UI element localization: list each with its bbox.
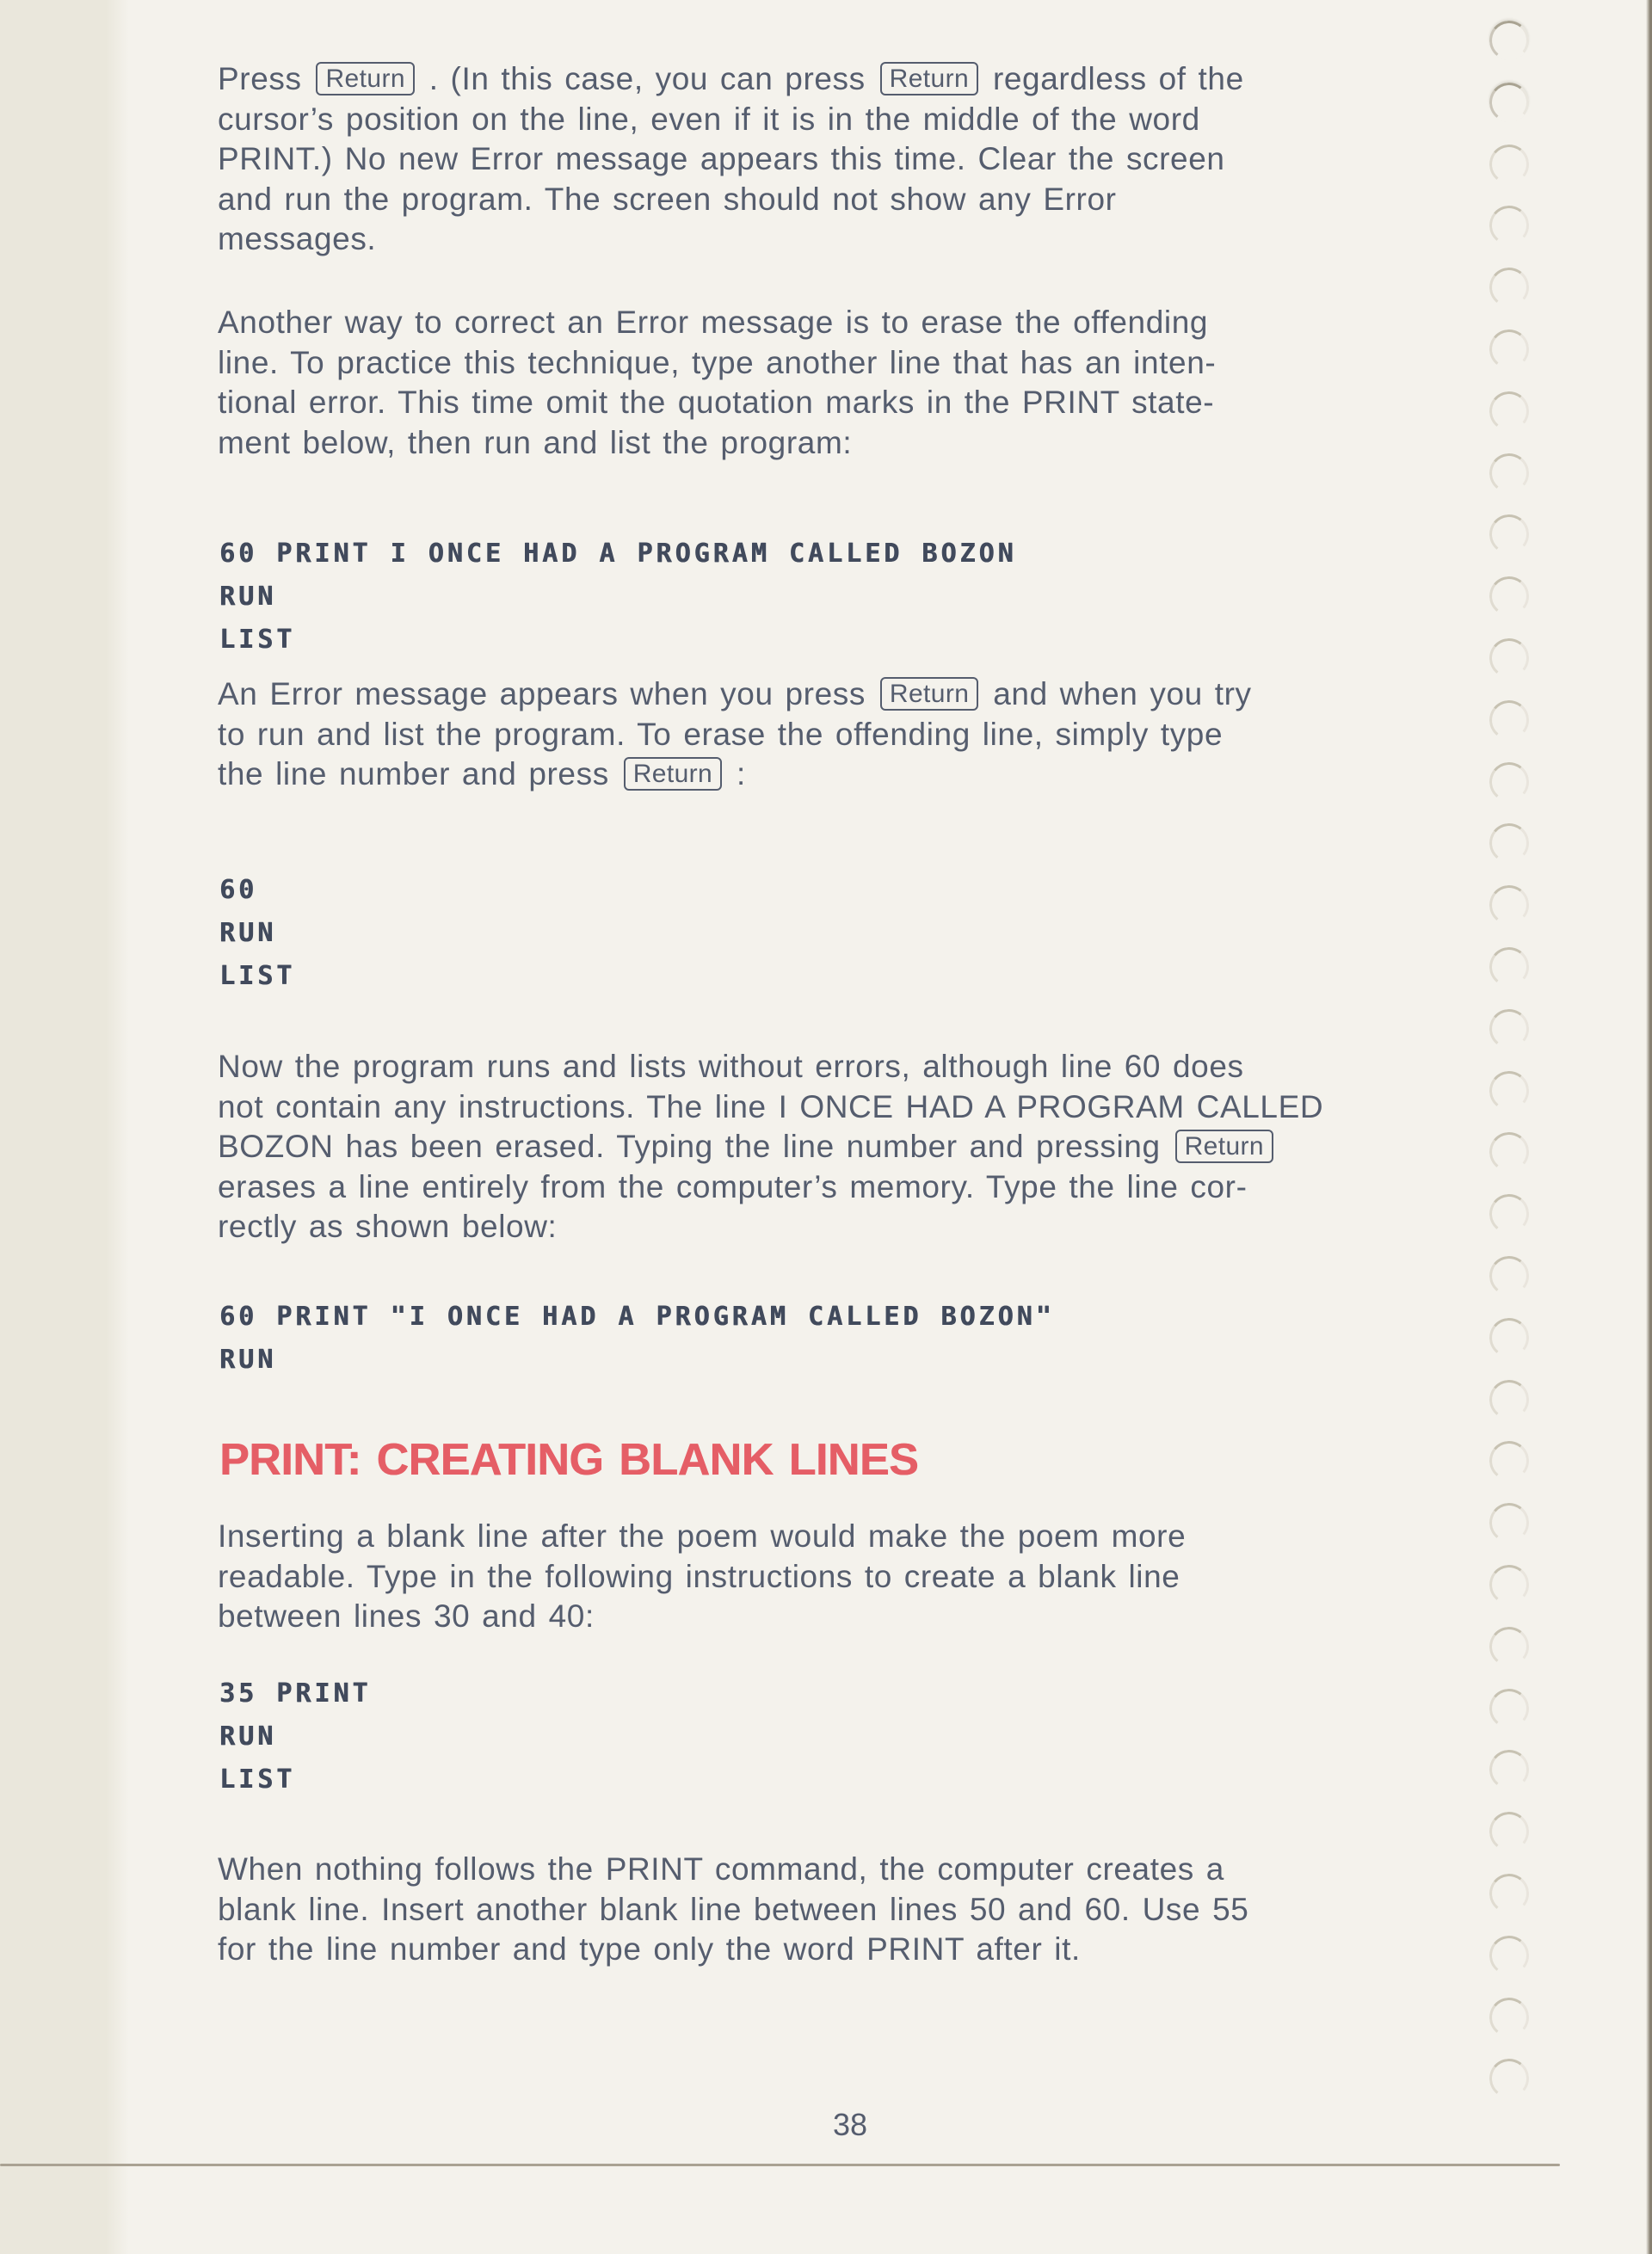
- code-block: [219, 1296, 1390, 1382]
- code-line: LIST: [219, 625, 296, 655]
- code-line: RUN: [219, 918, 277, 948]
- text-line: [218, 180, 1388, 220]
- text-run: blank line. Insert another blank line between lines 50 and 60. Use 55: [218, 1891, 1249, 1927]
- binding-hole: [1488, 884, 1532, 927]
- text-run: regardless of the: [981, 61, 1244, 96]
- return-key-cap: Return: [1175, 1130, 1273, 1163]
- scan-right-edge: [1646, 0, 1652, 2254]
- text-run: for the line number and type only the word PRINT after it.: [218, 1931, 1081, 1967]
- text-run: :: [724, 756, 746, 791]
- text-line: [218, 1597, 1388, 1637]
- text-line: [218, 1930, 1388, 1970]
- text-run: rectly as shown below:: [218, 1209, 558, 1244]
- binding-hole: [1488, 1130, 1532, 1174]
- text-run: When nothing follows the PRINT command, the computer creates a: [218, 1851, 1224, 1887]
- code-line: 60 PRINT I ONCE HAD A PROGRAM CALLED BOZON: [219, 539, 1017, 569]
- binding-hole: [1488, 760, 1532, 804]
- binding-hole: [1488, 1192, 1532, 1236]
- code-block: [219, 533, 1390, 662]
- binding-hole: [1488, 575, 1532, 619]
- binding-hole: [1488, 1316, 1532, 1360]
- text-run: BOZON has been erased. Typing the line number and pressing: [218, 1129, 1173, 1164]
- binding-hole: [1488, 699, 1532, 742]
- binding-hole: [1488, 81, 1532, 125]
- code-block: [219, 869, 1390, 998]
- return-key-cap: Return: [624, 757, 722, 791]
- binding-hole: [1488, 328, 1532, 372]
- page-number: 38: [832, 2107, 868, 2142]
- text-run: . (In this case, you can press: [416, 61, 878, 96]
- binding-hole: [1488, 1995, 1532, 2039]
- binding-hole: [1488, 204, 1532, 248]
- binding-hole: [1488, 1686, 1532, 1730]
- binding-hole: [1488, 637, 1532, 681]
- text-run: Another way to correct an Error message is to erase the offending: [218, 305, 1209, 340]
- text-line: [218, 100, 1388, 140]
- page-left-margin-shade: [0, 0, 129, 2254]
- binding-hole: [1488, 2057, 1532, 2101]
- text-run: Now the program runs and lists without errors, although line 60 does: [218, 1049, 1244, 1084]
- text-line: [218, 139, 1388, 180]
- text-run: and run the program. The screen should not show any Error: [218, 181, 1117, 217]
- text-line: [218, 383, 1388, 423]
- text-line: [218, 1127, 1388, 1167]
- page-bottom-edge: [0, 2164, 1560, 2166]
- binding-hole: [1488, 390, 1532, 434]
- text-run: Press: [218, 61, 314, 96]
- code-line: 35 PRINT: [219, 1678, 372, 1709]
- text-line: [218, 423, 1388, 464]
- text-run: line. To practice this technique, type another line that has an inten-: [218, 344, 1217, 380]
- text-run: Inserting a blank line after the poem would make the poem more: [218, 1518, 1187, 1554]
- code-line: RUN: [219, 1345, 277, 1375]
- binding-hole: [1488, 1872, 1532, 1916]
- text-run: to run and list the program. To erase the offending line, simply type: [218, 716, 1224, 752]
- text-run: readable. Type in the following instructions to create a blank line: [218, 1558, 1180, 1594]
- text-run: the line number and press: [218, 756, 621, 791]
- binding-hole: [1488, 1068, 1532, 1112]
- code-line: RUN: [219, 582, 277, 612]
- code-line: LIST: [219, 961, 296, 991]
- text-line: [218, 219, 1388, 260]
- text-line: [218, 1167, 1388, 1208]
- binding-hole: [1488, 945, 1532, 989]
- binding-hole: [1488, 1563, 1532, 1607]
- text-line: [218, 303, 1388, 343]
- text-run: An Error message appears when you press: [218, 676, 878, 711]
- code-block: [219, 1672, 1390, 1801]
- paragraph: [218, 1047, 1388, 1247]
- text-line: [218, 59, 1388, 100]
- text-run: not contain any instructions. The line I ONCE HAD A PROGRAM CALLED: [218, 1088, 1324, 1124]
- text-line: [218, 1207, 1388, 1247]
- section-heading: PRINT: CREATING BLANK LINES: [219, 1435, 919, 1485]
- binding-hole: [1488, 1007, 1532, 1051]
- paragraph: [218, 1517, 1388, 1637]
- paragraph: [218, 59, 1388, 260]
- text-run: ment below, then run and list the program:: [218, 424, 853, 460]
- binding-hole: [1488, 1934, 1532, 1978]
- return-key-cap: Return: [880, 677, 978, 711]
- text-run: PRINT.) No new Error message appears this time. Clear the screen: [218, 141, 1225, 176]
- return-key-cap: Return: [316, 62, 414, 95]
- text-line: [218, 1557, 1388, 1598]
- binding-hole: [1488, 266, 1532, 310]
- text-run: tional error. This time omit the quotation marks in the PRINT state-: [218, 385, 1215, 420]
- text-run: and when you try: [981, 676, 1252, 711]
- binding-hole: [1488, 1625, 1532, 1669]
- text-line: [218, 1890, 1388, 1931]
- binding-hole: [1488, 19, 1532, 63]
- text-run: messages.: [218, 221, 377, 256]
- binding-hole: [1488, 1439, 1532, 1483]
- text-line: [218, 1517, 1388, 1557]
- binding-hole: [1488, 513, 1532, 557]
- binding-hole: [1488, 1810, 1532, 1854]
- text-line: [218, 1850, 1388, 1890]
- binding-hole: [1488, 1748, 1532, 1792]
- text-line: [218, 1047, 1388, 1087]
- text-line: [218, 1087, 1388, 1128]
- binding-hole: [1488, 1377, 1532, 1421]
- paragraph: [218, 674, 1388, 795]
- code-line: 60 PRINT "I ONCE HAD A PROGRAM CALLED BOZON": [219, 1302, 1055, 1332]
- text-line: [218, 343, 1388, 384]
- binding-hole: [1488, 451, 1532, 495]
- return-key-cap: Return: [880, 62, 978, 95]
- text-line: [218, 715, 1388, 755]
- text-line: [218, 674, 1388, 715]
- text-run: between lines 30 and 40:: [218, 1598, 595, 1634]
- code-line: RUN: [219, 1721, 277, 1752]
- paragraph: [218, 303, 1388, 463]
- binding-hole: [1488, 1501, 1532, 1545]
- binding-hole: [1488, 822, 1532, 865]
- binding-hole: [1488, 1254, 1532, 1298]
- binding-hole: [1488, 142, 1532, 186]
- text-run: erases a line entirely from the computer’s memory. Type the line cor-: [218, 1168, 1248, 1204]
- text-run: cursor’s position on the line, even if it is in the middle of the word: [218, 101, 1200, 137]
- code-line: 60: [219, 875, 258, 905]
- paragraph: [218, 1850, 1388, 1970]
- code-line: LIST: [219, 1764, 296, 1795]
- text-line: [218, 754, 1388, 795]
